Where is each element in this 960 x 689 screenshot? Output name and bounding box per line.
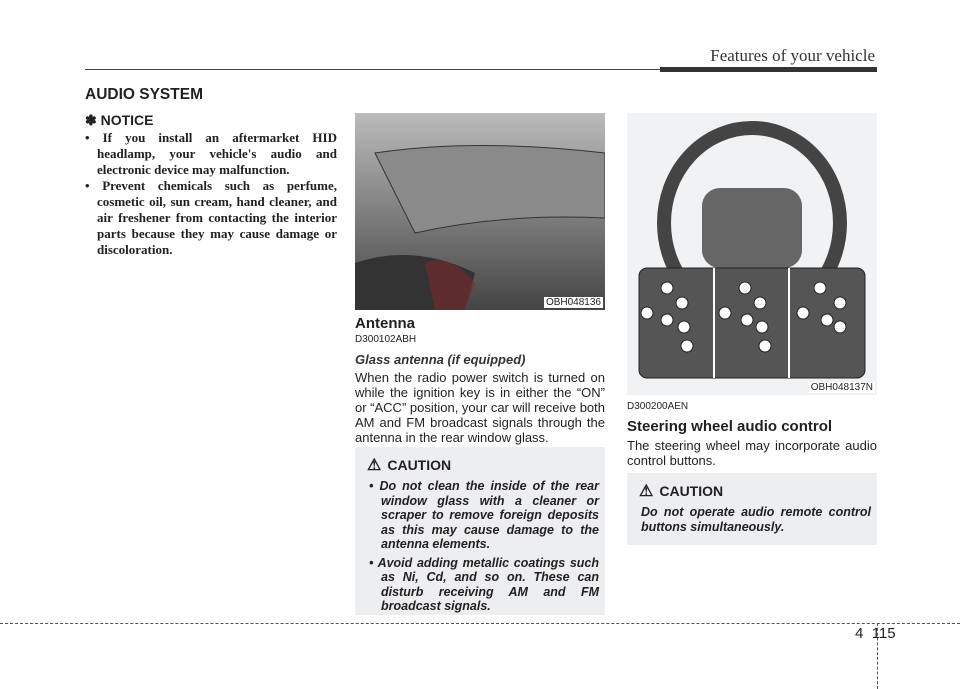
- steering-section: [627, 398, 877, 468]
- notice-item: • If you install an aftermarket HID headlamp, your vehicle's audio and electronic device may malfunction.: [85, 130, 337, 177]
- footer-divider: [0, 623, 960, 624]
- image-caption: OBH048136: [545, 297, 601, 308]
- steering-wheel-image: [627, 113, 877, 395]
- page-number-value: 115: [871, 625, 896, 642]
- caution-title: CAUTION: [659, 483, 724, 499]
- chapter-number: 4: [855, 625, 864, 642]
- steering-caution: [627, 473, 877, 545]
- warning-icon: ⚠: [639, 483, 654, 500]
- steering-title: Steering wheel audio control: [627, 418, 833, 435]
- page-number: [855, 625, 896, 642]
- car-rear-illustration: [355, 113, 605, 310]
- notice-item: • Prevent chemicals such as perfume, cosmetic oil, sun cream, hand cleaner, and air freshener from contacting the interior parts because they may cause damage or discoloration.: [85, 178, 337, 257]
- caution-item: • Do not clean the inside of the rear window glass with a cleaner or scraper to remove foreign deposits as this may cause damage to the antenna elements.: [369, 479, 599, 551]
- running-header: Features of your vehicle: [710, 46, 875, 65]
- notice-title: ✽ NOTICE: [85, 112, 154, 128]
- antenna-subtitle: Glass antenna (if equipped): [355, 352, 526, 367]
- caution-item: • Avoid adding metallic coatings such as Ni, Cd, and so on. These can disturb receiving AM and FM broadcast signals.: [369, 555, 599, 613]
- caution-title: CAUTION: [387, 457, 452, 473]
- warning-icon: ⚠: [367, 457, 382, 474]
- header-bar: [660, 67, 877, 72]
- antenna-caution: [355, 447, 605, 615]
- section-title: AUDIO SYSTEM: [85, 86, 203, 103]
- section-code: D300102ABH: [355, 334, 417, 345]
- antenna-title: Antenna: [355, 315, 415, 332]
- image-caption: OBH048137N: [810, 382, 873, 393]
- caution-text: Do not operate audio remote control buttons simultaneously.: [641, 505, 871, 534]
- antenna-body: When the radio power switch is turned on while the ignition key is in either the “ON” or “ACC” position, your car will receive both AM and FM broadcast signals through the antenna in the rear window glass.: [355, 370, 605, 445]
- section-code: D300200AEN: [627, 401, 689, 412]
- antenna-section: [355, 316, 605, 445]
- rear-window-image: [355, 113, 605, 310]
- notice-block: [85, 112, 337, 258]
- steering-wheel-illustration: [627, 113, 877, 395]
- steering-body: The steering wheel may incorporate audio control buttons.: [627, 438, 877, 468]
